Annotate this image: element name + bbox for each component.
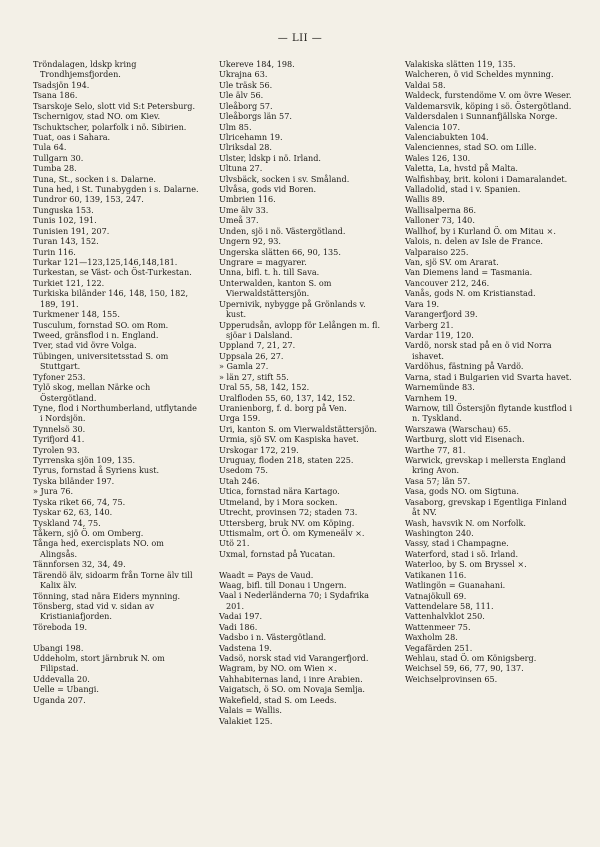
index-entry: Tännforsen 32, 34, 49. xyxy=(33,559,126,570)
index-entry: Valais = Wallis. xyxy=(219,705,282,716)
index-entry: Weichselprovinsen 65. xyxy=(405,673,498,684)
index-entry: Ulriksdal 28. xyxy=(219,142,272,153)
index-entry: Turin 116. xyxy=(33,246,76,257)
index-entry: Valparaiso 225. xyxy=(405,246,469,257)
index-entry: Vasa 57; län 57. xyxy=(405,475,471,486)
index-entry: Valenciabukten 104. xyxy=(405,131,489,142)
index-entry: Varnhem 19. xyxy=(405,392,458,403)
index-entry: Vasaborg, grevskap i Egentliga Finland åt NV. xyxy=(405,496,567,518)
index-entry: Ungrare = magyarer. xyxy=(219,257,307,268)
index-entry: Tunguska 153. xyxy=(33,204,94,215)
index-entry: Vadstena 19. xyxy=(219,642,272,653)
index-entry: Turan 143, 152. xyxy=(33,236,99,247)
index-entry: Uttismalm, ort Ö. om Kymeneälv ⨯. xyxy=(219,527,365,538)
index-entry: Tschuktscher, polarfolk i nö. Sibirien. xyxy=(33,121,187,132)
index-entry: Warnow, till Östersjön flytande kustflod i n. Tyskland. xyxy=(405,402,573,424)
index-entry: Valetta, La, hvstd på Malta. xyxy=(405,163,519,174)
section-gap xyxy=(219,559,387,569)
index-entry: Tunis 102, 191. xyxy=(33,215,97,226)
index-entry: Upernivik, nybygge på Grönlands v. kust. xyxy=(219,298,366,320)
index-entry: Ulvsbäck, socken i sv. Småland. xyxy=(219,173,350,184)
index-entry: Tuna hed, i St. Tunabygden i s. Dalarne. xyxy=(33,184,199,195)
index-entry: Vaigatsch, ö SO. om Novaja Semlja. xyxy=(219,684,366,695)
index-entry: Tweed, gränsflod i n. England. xyxy=(33,329,159,340)
index-entry: Uppsala 26, 27. xyxy=(219,350,284,361)
index-entry: Ubangi 198. xyxy=(33,642,84,653)
index-entry: Varberg 21. xyxy=(405,319,454,330)
index-entry: Valdersdalen i Sunnanfjällska Norge. xyxy=(405,111,558,122)
index-entry: Wallisalperna 86. xyxy=(405,204,477,215)
index-entry: Uddevalla 20. xyxy=(33,673,90,684)
index-entry: Unden, sjö i nö. Västergötland. xyxy=(219,225,346,236)
index-entry: Urga 159. xyxy=(219,413,261,424)
index-entry: Ungerska slätten 66, 90, 135. xyxy=(219,246,341,257)
index-entry: Vadai 197. xyxy=(219,611,263,622)
index-entry: Valdemarsvik, köping i sö. Östergötland. xyxy=(405,100,572,111)
index-entry: Varna, stad i Bulgarien vid Svarta havet. xyxy=(405,371,572,382)
index-entry: Vadi 186. xyxy=(219,621,258,632)
index-entry: Turkiska biländer 146, 148, 150, 182, 189, 191. xyxy=(33,288,189,309)
index-entry: Vanås, gods N. om Kristianstad. xyxy=(405,288,536,299)
index-entry: Wattenmeer 75. xyxy=(405,621,471,632)
index-entry: Ulricehamn 19. xyxy=(219,131,283,142)
index-entry: Tsarskoje Selo, slott vid S:t Petersburg. xyxy=(33,100,196,111)
index-entry: Uranienborg, f. d. borg på Ven. xyxy=(219,402,347,413)
index-entry: Tönning, stad nära Eiders mynning. xyxy=(33,590,181,601)
index-entry: Usedom 75. xyxy=(219,465,268,476)
index-entry: Wakefield, stad S. om Leeds. xyxy=(219,694,337,705)
index-entry: Wagram, by NO. om Wien ⨯. xyxy=(219,663,337,674)
index-entry: Walfishbay, brit. koloni i Damaralandet. xyxy=(405,173,568,184)
index-column-1 xyxy=(33,59,201,705)
index-entry: Tånga hed, exercisplats NO. om Alingsås. xyxy=(33,538,164,559)
index-entry: Uppland 7, 21, 27. xyxy=(219,340,296,351)
index-entry: Utah 246. xyxy=(219,475,260,486)
index-entry: Tyskland 74, 75. xyxy=(33,517,101,528)
index-entry: Tver, stad vid övre Volga. xyxy=(33,340,137,351)
index-entry: Tyskar 62, 63, 140. xyxy=(33,507,113,518)
index-entry: Van Diemens land = Tasmania. xyxy=(405,267,533,278)
index-entry: Vara 19. xyxy=(405,298,440,309)
index-entry: Tübingen, universitetsstad S. om Stuttgart. xyxy=(33,350,169,372)
index-entry: Wartburg, slott vid Eisenach. xyxy=(405,434,525,445)
index-entry: Tunisien 191, 207. xyxy=(33,225,110,236)
page-number-header: — LII — xyxy=(277,33,323,44)
index-entry: Ulm 85. xyxy=(219,121,252,132)
index-entry: Turkmener 148, 155. xyxy=(33,309,120,320)
index-entry: Valenciennes, stad SO. om Lille. xyxy=(405,142,537,153)
index-entry: Valladolid, stad i v. Spanien. xyxy=(405,184,521,195)
index-entry: Uralfloden 55, 60, 137, 142, 152. xyxy=(219,392,356,403)
index-entry: Tyrrenska sjön 109, 135. xyxy=(33,455,136,466)
index-entry: Uleåborgs län 57. xyxy=(219,111,292,122)
index-entry: Tusculum, fornstad SO. om Rom. xyxy=(33,319,169,330)
index-entry: Utö 21. xyxy=(219,538,250,549)
index-entry: Warwick, grevskap i mellersta England kring Avon. xyxy=(405,455,566,476)
index-entry: Tyska riket 66, 74, 75. xyxy=(33,496,126,507)
index-entry: Valois, n. delen av Isle de France. xyxy=(405,236,544,247)
index-entry: Ungern 92, 93. xyxy=(219,236,281,247)
index-entry: Tumba 28. xyxy=(33,163,77,174)
index-entry: Warszawa (Warschau) 65. xyxy=(405,423,511,434)
index-entry: Ukereve 184, 198. xyxy=(219,59,295,69)
index-entry: Unterwalden, kanton S. om Vierwaldstättersjön. xyxy=(219,277,332,299)
index-entry: Waag, bifl. till Donau i Ungern. xyxy=(219,580,347,591)
index-entry: Uleåborg 57. xyxy=(219,100,273,111)
index-entry: Tyska biländer 197. xyxy=(33,475,115,486)
index-entry: Wallis 89. xyxy=(405,194,445,205)
index-entry: Utrecht, provinsen 72; staden 73. xyxy=(219,507,358,518)
index-entry: Uttersberg, bruk NV. om Köping. xyxy=(219,517,355,528)
index-entry: Tundror 60, 139, 153, 247. xyxy=(33,194,144,205)
index-entry: Ukrajna 63. xyxy=(219,69,268,80)
index-entry: Vancouver 212, 246. xyxy=(405,277,490,288)
index-entry: Vardö, norsk stad på en ö vid Norra ishavet. xyxy=(405,340,552,361)
index-column-2 xyxy=(219,59,387,726)
index-entry: Wallhof, by i Kurland Ö. om Mitau ⨯. xyxy=(405,225,556,236)
index-entry: Tuat, oas i Sahara. xyxy=(33,131,111,142)
index-entry: Varangerfjord 39. xyxy=(405,309,478,320)
index-entry: Vattendelare 58, 111. xyxy=(405,600,494,611)
index-entry: Tsana 186. xyxy=(33,90,78,101)
index-entry: Umeå 37. xyxy=(219,215,259,226)
index-entry: Ume älv 33. xyxy=(219,204,269,215)
index-entry: Turkiet 121, 122. xyxy=(33,277,105,288)
index-entry: » Gamla 27. xyxy=(219,361,269,372)
index-entry: Vahhabiternas land, i inre Arabien. xyxy=(219,673,363,684)
index-entry: Watlingön = Guanahani. xyxy=(405,580,506,591)
index-entry: Walcheren, ö vid Scheldes mynning. xyxy=(405,69,554,80)
index-entry: Ultuna 27. xyxy=(219,163,263,174)
index-entry: Wehlau, stad Ö. om Königsberg. xyxy=(405,653,537,664)
index-entry: Unna, bifl. t. h. till Sava. xyxy=(219,267,320,278)
index-entry: Tyfoner 253. xyxy=(33,371,86,382)
index-entry: Wales 126, 130. xyxy=(405,152,471,163)
index-entry: Tyne, flod i Northumberland, utflytande i Nordsjön. xyxy=(33,402,197,424)
index-entry: Uelle = Ubangi. xyxy=(33,684,99,695)
index-entry: Valakiska slätten 119, 135. xyxy=(405,59,516,69)
index-entry: Waadt = Pays de Vaud. xyxy=(219,569,314,580)
index-entry: Uxmal, fornstad på Yucatan. xyxy=(219,548,336,559)
index-entry: Tyrolen 93. xyxy=(33,444,80,455)
index-entry: Vadsö, norsk stad vid Varangerfjord. xyxy=(219,653,369,664)
index-entry: Ural 55, 58, 142, 152. xyxy=(219,382,310,393)
index-entry: Uri, kanton S. om Vierwaldstättersjön. xyxy=(219,423,377,434)
index-entry: Waterford, stad i sö. Irland. xyxy=(405,548,519,559)
index-entry: Tröndalagen, ldskp kring Trondhjemsfjorden. xyxy=(33,59,137,80)
section-gap xyxy=(33,632,201,642)
index-entry: Tåkern, sjö Ö. om Omberg. xyxy=(33,527,144,538)
index-entry: Tynnelsö 30. xyxy=(33,423,86,434)
index-entry: Umbrien 116. xyxy=(219,194,276,205)
index-entry: Valdai 58. xyxy=(405,79,446,90)
index-entry: Vegafärden 251. xyxy=(405,642,473,653)
index-entry: Ule älv 56. xyxy=(219,90,264,101)
index-entry: Utmeland, by i Mora socken. xyxy=(219,496,338,507)
index-entry: Waxholm 28. xyxy=(405,632,458,643)
index-entry: » län 27, stift 55. xyxy=(219,371,289,382)
index-entry: Ule träsk 56. xyxy=(219,79,273,90)
index-entry: Ulster, ldskp i nö. Irland. xyxy=(219,152,322,163)
index-entry: Wash, havsvik N. om Norfolk. xyxy=(405,517,526,528)
index-entry: Waldeck, furstendöme V. om övre Weser. xyxy=(405,90,572,101)
index-column-3 xyxy=(405,59,573,684)
index-entry: Vadsbo i n. Västergötland. xyxy=(219,632,327,643)
index-entry: Tullgarn 30. xyxy=(33,152,84,163)
index-entry: Vaal i Nederländerna 70; i Sydafrika 201. xyxy=(219,590,369,611)
index-entry: Tyrus, fornstad å Syriens kust. xyxy=(33,465,160,476)
index-entry: Upperudsån, avlopp för Lelången m. fl. sjöar i Dalsland. xyxy=(219,319,381,340)
index-entry: Tschernigov, stad NO. om Kiev. xyxy=(33,111,161,122)
index-entry: Vardöhus, fästning på Vardö. xyxy=(405,361,524,372)
index-entry: Tönsberg, stad vid v. sidan av Kristianiafjorden. xyxy=(33,600,155,622)
index-entry: Waterloo, by S. om Bryssel ⨯. xyxy=(405,559,527,570)
index-entry: Urmia, sjö SV. om Kaspiska havet. xyxy=(219,434,359,445)
index-entry: Tärendö älv, sidoarm från Torne älv till Kalix älv. xyxy=(33,569,193,591)
index-entry: Valakiet 125. xyxy=(219,715,273,726)
index-entry: Vattenhalvklot 250. xyxy=(405,611,485,622)
index-entry: Warthe 77, 81. xyxy=(405,444,466,455)
index-entry: Weichsel 59, 66, 77, 90, 137. xyxy=(405,663,524,674)
index-entry: » Jura 76. xyxy=(33,486,74,497)
index-entry: Turkestan, se Väst- och Öst-Turkestan. xyxy=(33,267,192,278)
index-entry: Vardar 119, 120. xyxy=(405,329,474,340)
index-entry: Ulvåsa, gods vid Boren. xyxy=(219,184,317,195)
index-entry: Valencia 107. xyxy=(405,121,461,132)
index-entry: Vasa, gods NO. om Sigtuna. xyxy=(405,486,519,497)
index-entry: Tylö skog, mellan Närke och Östergötland. xyxy=(33,382,151,403)
index-entry: Utica, fornstad nära Kartago. xyxy=(219,486,340,497)
index-entry: Tyrifjord 41. xyxy=(33,434,85,445)
index-entry: Tuna, St., socken i s. Dalarne. xyxy=(33,173,156,184)
index-entry: Valloner 73, 140. xyxy=(405,215,475,226)
index-entry: Urskogar 172, 219. xyxy=(219,444,299,455)
index-entry: Uddeholm, stort järnbruk N. om Filipstad. xyxy=(33,653,165,674)
index-entry: Tula 64. xyxy=(33,142,67,153)
index-entry: Vatikanen 116. xyxy=(405,569,467,580)
index-entry: Töreboda 19. xyxy=(33,621,88,632)
index-entry: Uganda 207. xyxy=(33,694,86,705)
index-entry: Vatnajökull 69. xyxy=(405,590,467,601)
index-entry: Warnemünde 83. xyxy=(405,382,475,393)
index-entry: Washington 240. xyxy=(405,527,474,538)
index-entry: Tsadsjön 194. xyxy=(33,79,90,90)
index-entry: Van, sjö SV. om Ararat. xyxy=(405,257,499,268)
index-entry: Vassy, stad i Champagne. xyxy=(405,538,509,549)
index-entry: Turkar 121—123,125,146,148,181. xyxy=(33,257,178,268)
index-entry: Uruguay, floden 218, staten 225. xyxy=(219,455,354,466)
